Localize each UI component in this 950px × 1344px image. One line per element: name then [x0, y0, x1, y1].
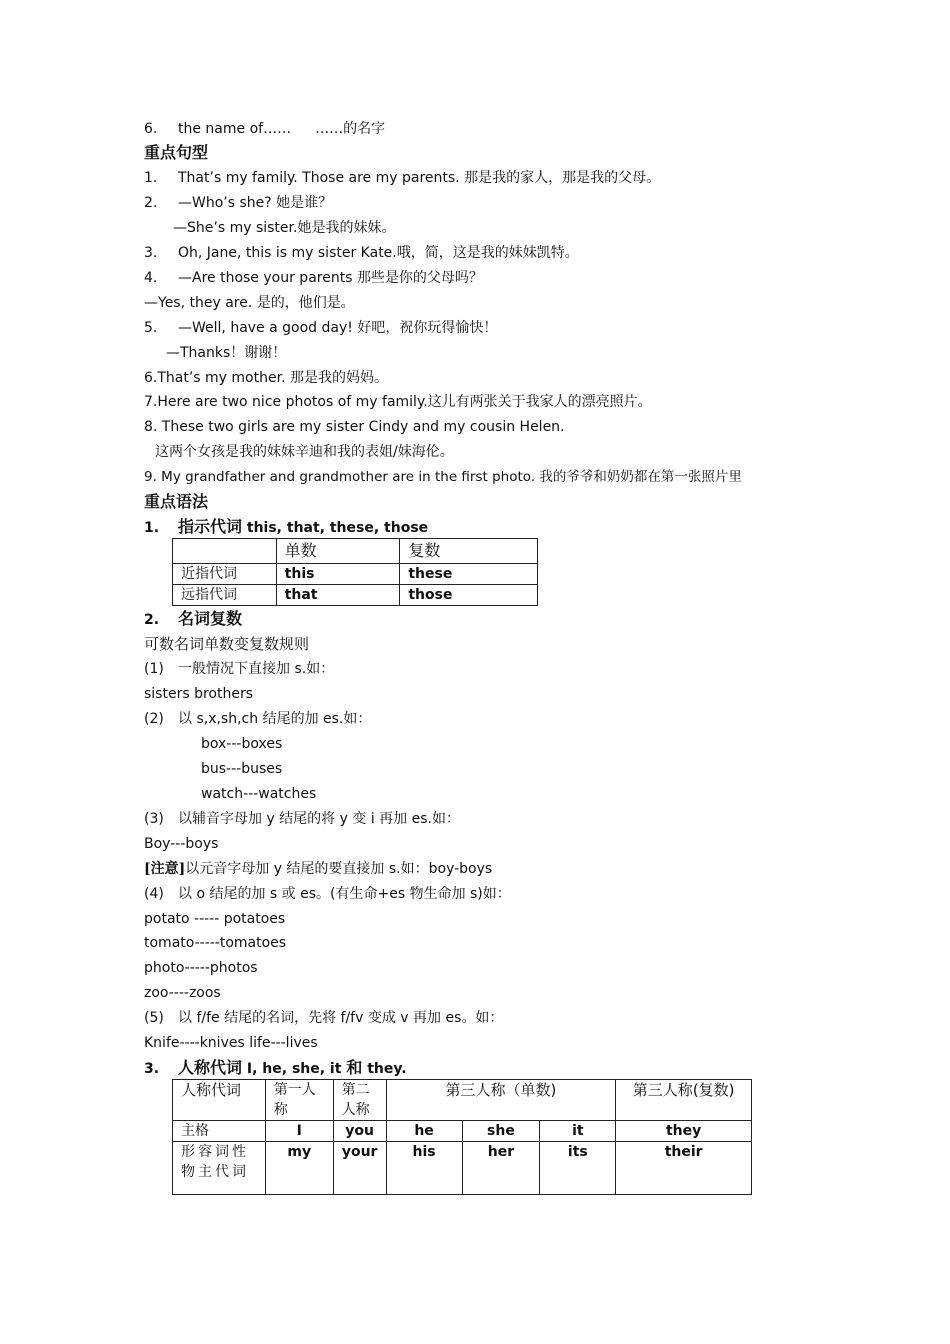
rule-1-example: sisters brothers: [144, 686, 254, 702]
grammar-1-title-en: this, that, these, those: [242, 520, 429, 536]
item-number: 1.: [144, 170, 158, 186]
sentence-text: 8. These two girls are my sister Cindy and my cousin Helen.: [144, 419, 565, 435]
rule-4-example: photo-----photos: [144, 960, 258, 976]
header-second-person: 第二人称: [333, 1080, 386, 1121]
rule-text: 以辅音字母加 y 结尾的将 y 变 i 再加 es.如：: [178, 811, 460, 827]
table-cell: its: [540, 1142, 616, 1195]
item-number: 1.: [144, 520, 160, 536]
table-cell: your: [333, 1142, 386, 1195]
table-cell: my: [265, 1142, 333, 1195]
table-row: [173, 1121, 752, 1142]
sentence-text: 这两个女孩是我的妹妹辛迪和我的表姐/妹海伦。: [155, 444, 454, 460]
sentence-4: [144, 269, 483, 287]
grammar-3-heading: [144, 1059, 407, 1078]
header-first-person: 第一人称: [265, 1080, 333, 1121]
sentence-2-answer: [173, 219, 395, 237]
sentence-6: [144, 369, 388, 387]
sentence-text: —Yes, they are. 是的，他们是。: [144, 295, 355, 311]
rule-4: [144, 885, 511, 903]
sentence-text: —Thanks！谢谢！: [166, 345, 287, 361]
table-cell: 远指代词: [173, 585, 277, 606]
grammar-3-title-en: I, he, she, it: [242, 1061, 347, 1077]
sentence-text: Oh, Jane, this is my sister Kate.哦，简，这是我的妹妹凯特。: [178, 245, 579, 261]
rule-text: 一般情况下直接加 s.如：: [178, 661, 335, 677]
sentence-4-answer: [144, 294, 355, 312]
grammar-3-title-tail: they.: [362, 1061, 407, 1077]
table-cell: she: [462, 1121, 540, 1142]
rule-2-example: bus---buses: [201, 761, 283, 777]
rule-number: (5): [144, 1010, 164, 1026]
header-personal-pronoun: 人称代词: [173, 1080, 266, 1121]
note-label: [注意]: [144, 861, 186, 877]
table-header-plural: 复数: [400, 539, 538, 564]
table-cell: this: [276, 564, 400, 585]
rule-number: (1): [144, 661, 164, 677]
table-header-singular: 单数: [276, 539, 400, 564]
table-cell: it: [540, 1121, 616, 1142]
table-cell: you: [333, 1121, 386, 1142]
table-row: [173, 1142, 752, 1195]
grammar-1-title-zh: 指示代词: [178, 517, 243, 536]
sentence-text: —Are those your parents 那些是你的父母吗？: [178, 270, 483, 286]
sentence-5: [144, 319, 497, 337]
row-label-subject: 主格: [173, 1121, 266, 1142]
sentence-text: 6.That’s my mother. 那是我的妈妈。: [144, 370, 388, 386]
grammar-3-title-zh: 人称代词: [178, 1058, 243, 1077]
sentence-5-answer: [166, 344, 286, 362]
table-row: [173, 564, 538, 585]
table-cell: his: [386, 1142, 462, 1195]
rule-5: [144, 1009, 503, 1027]
rule-2: [144, 710, 371, 728]
rule-3-example: Boy---boys: [144, 836, 219, 852]
sentence-text: —She’s my sister.她是我的妹妹。: [173, 220, 396, 236]
rule-text: 以 s,x,sh,ch 结尾的加 es.如：: [178, 711, 372, 727]
rule-number: (3): [144, 811, 164, 827]
grammar-3-and: 和: [346, 1058, 363, 1077]
sentence-text: 9. My grandfather and grandmother are in the first photo. 我的爷爷和奶奶都在第一张照片里: [144, 469, 742, 485]
rule-4-example: zoo----zoos: [144, 985, 221, 1001]
table-cell: these: [400, 564, 538, 585]
rule-text: 以 f/fe 结尾的名词，先将 f/fv 变成 v 再加 es。如：: [178, 1010, 504, 1026]
sentence-text: —Well, have a good day! 好吧，祝你玩得愉快！: [178, 320, 498, 336]
rule-note: [144, 860, 492, 878]
section-heading-grammar: 重点语法: [144, 492, 209, 511]
rule-5-example: Knife----knives life---lives: [144, 1035, 318, 1051]
rule-number: (4): [144, 886, 164, 902]
table-header-row: [173, 1080, 752, 1121]
item-number: 2.: [144, 612, 160, 628]
rule-3: [144, 810, 460, 828]
phrase-en: the name of……: [178, 121, 292, 137]
sentence-text: 7.Here are two nice photos of my family.这儿有两张关于我家人的漂亮照片。: [144, 394, 652, 410]
table-cell: 近指代词: [173, 564, 277, 585]
rule-number: (2): [144, 711, 164, 727]
table-cell: I: [265, 1121, 333, 1142]
phrase-zh: ……的名字: [315, 121, 386, 137]
sentence-8: [144, 418, 565, 436]
rule-1: [144, 660, 334, 678]
note-text: 以元音字母加 y 结尾的要直接加 s.如：boy-boys: [185, 861, 493, 877]
item-number: 3.: [144, 245, 158, 261]
table-cell: [173, 539, 277, 564]
table-cell: her: [462, 1142, 540, 1195]
table-cell: those: [400, 585, 538, 606]
table-cell: their: [616, 1142, 752, 1195]
table-row: [173, 585, 538, 606]
header-third-person-plural: 第三人称(复数): [616, 1080, 752, 1121]
phrase-item-6: [144, 120, 385, 138]
personal-pronoun-table: [172, 1079, 752, 1195]
table-header-row: [173, 539, 538, 564]
item-number: 5.: [144, 320, 158, 336]
item-number: 6.: [144, 121, 158, 137]
rule-text: 以 o 结尾的加 s 或 es。(有生命+es 物生命加 s)如：: [178, 886, 511, 902]
sentence-7: [144, 393, 652, 411]
item-number: 4.: [144, 270, 158, 286]
demonstrative-pronoun-table: [172, 538, 538, 606]
grammar-2-heading: [144, 610, 242, 629]
grammar-1-heading: [144, 518, 428, 537]
sentence-text: —Who’s she? 她是谁？: [178, 195, 333, 211]
plural-rules-title: 可数名词单数变复数规则: [144, 635, 310, 653]
sentence-2: [144, 194, 332, 212]
table-cell: that: [276, 585, 400, 606]
table-cell: he: [386, 1121, 462, 1142]
item-number: 3.: [144, 1061, 160, 1077]
rule-2-example: watch---watches: [201, 786, 317, 802]
sentence-text: That’s my family. Those are my parents. 那是我的家人，那是我的父母。: [178, 170, 661, 186]
table-cell: they: [616, 1121, 752, 1142]
sentence-3: [144, 244, 579, 262]
sentence-8-translation: [155, 443, 454, 461]
item-number: 2.: [144, 195, 158, 211]
rule-4-example: potato ----- potatoes: [144, 911, 286, 927]
rule-4-example: tomato-----tomatoes: [144, 935, 287, 951]
grammar-2-title: 名词复数: [178, 609, 243, 628]
rule-2-example: box---boxes: [201, 736, 283, 752]
sentence-1: [144, 169, 660, 187]
row-label-possessive: 形容词性物主代词: [173, 1142, 266, 1195]
section-heading-sentences: 重点句型: [144, 143, 209, 162]
sentence-9: [144, 468, 742, 486]
header-third-person-singular: 第三人称（单数): [386, 1080, 616, 1121]
